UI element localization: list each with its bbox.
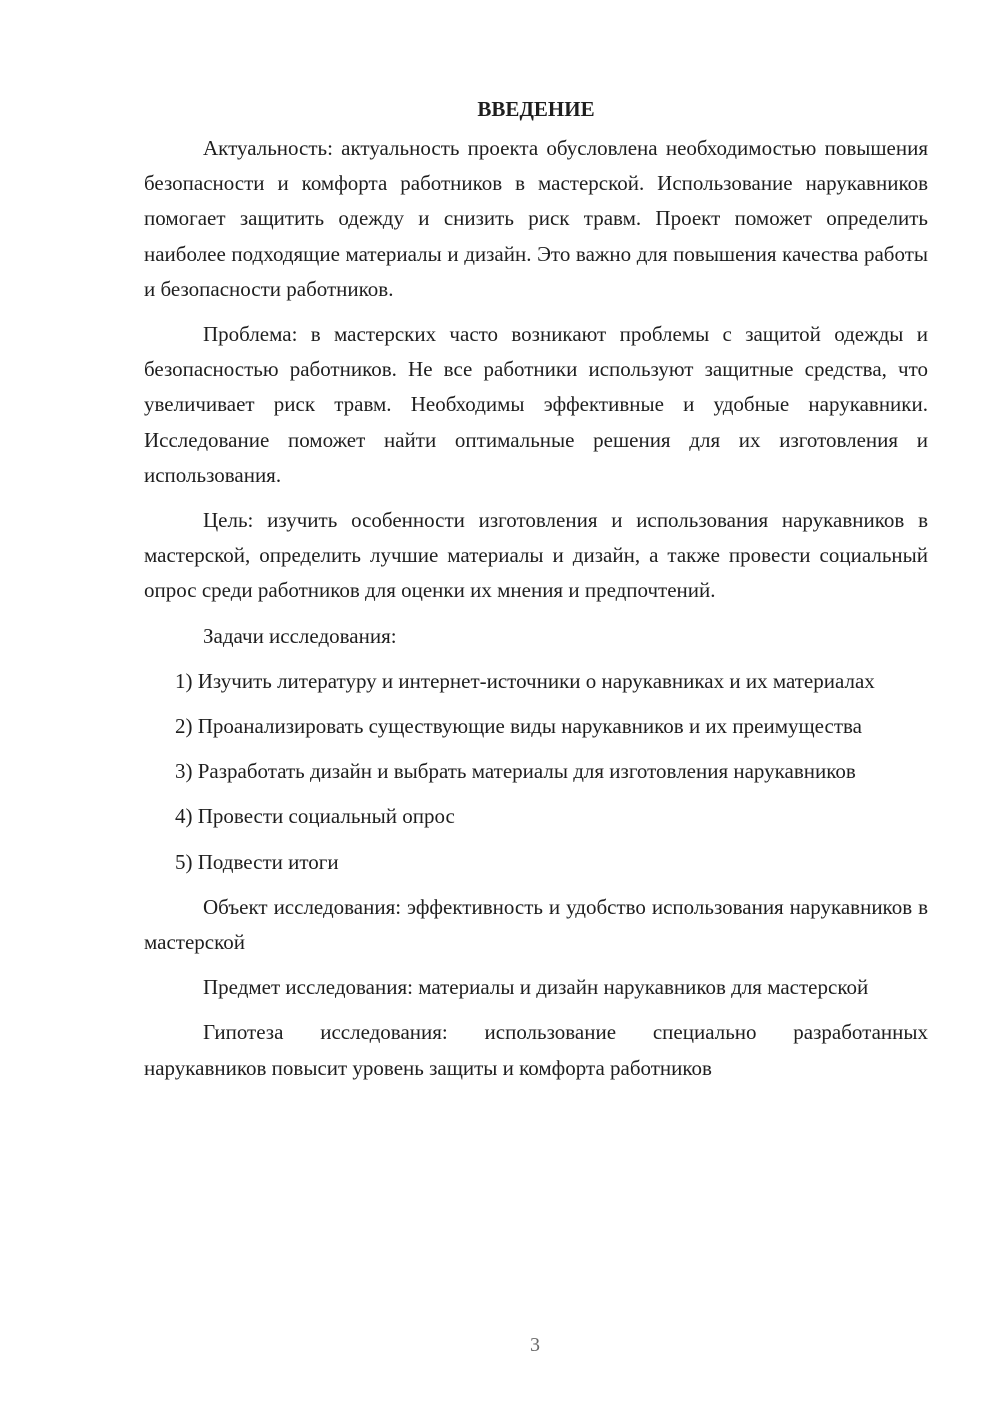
task-item: 2) Проанализировать существующие виды нарукавников и их преимущества	[175, 714, 862, 739]
paragraph-relevance: Актуальность: актуальность проекта обусловлена необходимостью повышения безопасности и комфорта работников в мастерской. Использование нарукавников помогает защитить одежду и снизить риск травм. Проект поможет определить наиболее подходящие материалы и дизайн. Это важно для повышения качества работы и безопасности работников.	[144, 136, 928, 301]
page-number: 3	[530, 1334, 540, 1356]
task-item: 5) Подвести итоги	[175, 849, 339, 874]
paragraph-problem: Проблема: в мастерских часто возникают проблемы с защитой одежды и безопасностью работников. Не все работники используют защитные средства, что увеличивает риск травм. Необходимы эффективные и удобные нарукавники. Исследование поможет найти оптимальные решения для их изготовления и использования.	[144, 322, 928, 487]
section-title: ВВЕДЕНИЕ	[477, 97, 595, 121]
tasks-heading: Задачи исследования:	[203, 623, 397, 648]
paragraph-goal: Цель: изучить особенности изготовления и использования нарукавников в мастерской, определить лучшие материалы и дизайн, а также провести социальный опрос среди работников для оценки их мнения и предпочтений.	[144, 508, 928, 603]
page-content	[144, 92, 928, 1086]
task-item: 1) Изучить литературу и интернет-источники о нарукавниках и их материалах	[175, 668, 875, 693]
task-item: 4) Провести социальный опрос	[175, 804, 455, 829]
task-item: 3) Разработать дизайн и выбрать материалы для изготовления нарукавников	[175, 759, 856, 784]
paragraph-object: Объект исследования: эффективность и удобство использования нарукавников в мастерской	[144, 894, 928, 955]
paragraph-subject: Предмет исследования: материалы и дизайн нарукавников для мастерской	[203, 975, 869, 1000]
paragraph-hypothesis: Гипотеза исследования: использование специально разработанных нарукавников повысит уровень защиты и комфорта работников	[144, 1020, 928, 1080]
